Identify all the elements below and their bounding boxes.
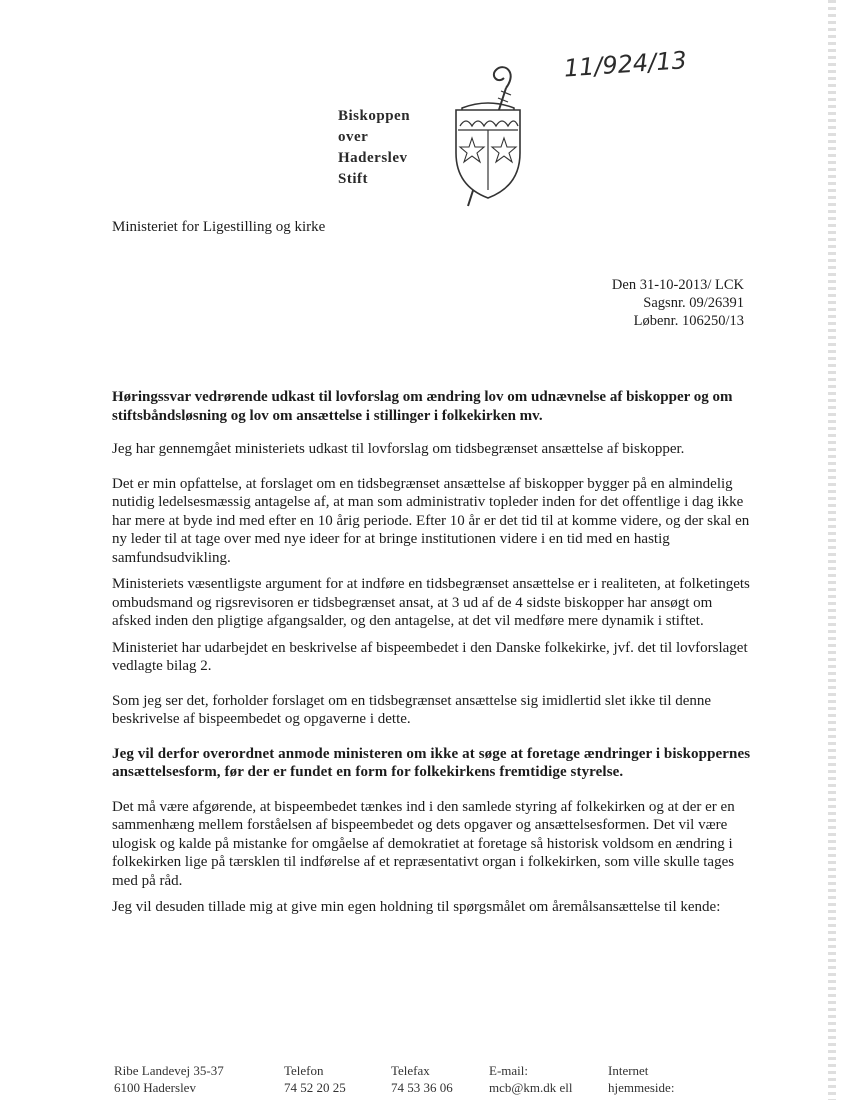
footer-web-label: Internet [608, 1063, 649, 1078]
footer-fax [391, 1062, 453, 1096]
letter-footer [0, 1062, 850, 1100]
sender-line: Biskoppen [338, 108, 411, 124]
footer-web-label-2: hjemmeside: [608, 1080, 675, 1095]
footer-email [489, 1062, 572, 1096]
footer-email-label: E-mail: [489, 1063, 528, 1078]
sender-line: Stift [338, 171, 368, 187]
bold-request-paragraph: Jeg vil derfor overordnet anmode ministeren om ikke at søge at foretage ændringer i biskoppernes ansættelsesform, før der er fundet en form for folkekirkens fremtidige styrelse. [112, 745, 751, 780]
handwritten-journal-number [560, 38, 710, 88]
letter-heading: Høringssvar vedrørende udkast til lovforslag om ændring lov om udnævnelse af biskopper og om stiftsbåndsløsning og lov om ansættelse i stillinger i folkekirken mv. [112, 389, 733, 424]
paragraph: Det er min opfattelse, at forslaget om en tidsbegrænset ansættelse af biskopper bygger på en almindelig nutidig ledelsesmæssig antagelse af, at man som administrativ topleder inden for det offentlige i dag ikke har mere at byde ind med efter en 10 årig periode. Efter 10 år er det tid til at komme videre, og der skal en ny leder til at tage over med nye ideer for at bringe institutionen videre i en tid med en hastig samfundsudvikling. [112, 475, 750, 566]
diocese-crest-icon [448, 58, 528, 208]
footer-address [114, 1062, 224, 1096]
serial-number: Løbenr. 106250/13 [633, 313, 744, 329]
paragraph: Ministeriets væsentligste argument for at indføre en tidsbegrænset ansættelse er i realiteten, at folketingets ombudsmand og rigsrevisoren er tidsbegrænset ansat, at 3 ud af de 4 sidste biskopper har ansøgt om afsked inden den pligtige afgangsalder, og den antagelse, at det vil medføre mere dynamik i stiftet. [112, 576, 750, 629]
sender-block [338, 106, 410, 190]
paragraph: Som jeg ser det, forholder forslaget om en tidsbegrænset ansættelse sig imidlertid slet ikke til denne beskrivelse af bispeembedet og opgaverne i dette. [112, 692, 712, 727]
handwritten-note-text: 11/924/13 [562, 46, 688, 83]
sender-line: Haderslev [338, 150, 408, 166]
sender-line: over [338, 129, 369, 145]
recipient-address: Ministeriet for Ligestilling og kirke [112, 219, 326, 235]
footer-address-line: 6100 Haderslev [114, 1080, 196, 1095]
footer-phone-label: Telefon [284, 1063, 324, 1078]
paragraph: Jeg vil desuden tillade mig at give min egen holdning til spørgsmålet om åremålsansættelse til kende: [112, 899, 721, 915]
paragraph: Jeg har gennemgået ministeriets udkast til lovforslag om tidsbegrænset ansættelse af biskopper. [112, 441, 685, 457]
scan-edge-artifact [828, 0, 836, 1100]
footer-fax-label: Telefax [391, 1063, 430, 1078]
footer-fax-number: 74 53 36 06 [391, 1080, 453, 1095]
date-line: Den 31-10-2013/ LCK [611, 277, 744, 293]
footer-phone-number: 74 52 20 25 [284, 1080, 346, 1095]
paragraph: Ministeriet har udarbejdet en beskrivelse af bispeembedet i den Danske folkekirke, jvf. det til lovforslaget vedlagte bilag 2. [112, 639, 748, 674]
footer-email-address: mcb@km.dk ell [489, 1080, 573, 1095]
footer-address-line: Ribe Landevej 35-37 [114, 1063, 224, 1078]
reference-block [612, 276, 744, 330]
case-number: Sagsnr. 09/26391 [643, 295, 744, 311]
footer-web [608, 1062, 674, 1096]
letter-body [112, 388, 752, 917]
paragraph: Det må være afgørende, at bispeembedet tænkes ind i den samlede styring af folkekirken og at der er en sammenhæng mellem forståelsen af bispeembedet og dets opgaver og ansættelsesformen. Det vil være ulogisk og kalde på mistanke for omgåelse af demokratiet at foretage så historisk voldsom en ændring i folkekirken lige på tærsklen til indførelse af et repræsentativt organ i folkekirken, som ville skulle tages med på råd. [112, 798, 735, 889]
footer-phone [284, 1062, 346, 1096]
